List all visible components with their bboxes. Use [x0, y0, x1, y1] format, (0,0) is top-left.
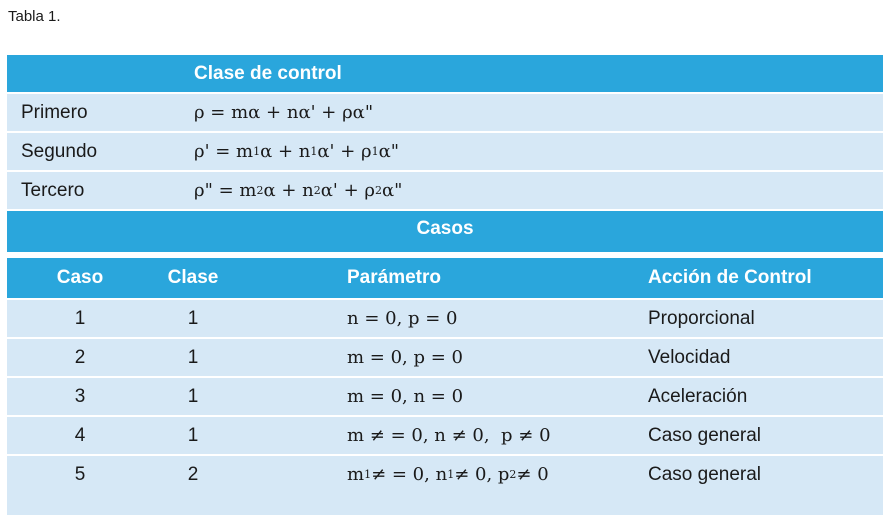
control-name: Segundo: [21, 140, 98, 162]
header-accion: Acción de Control: [648, 267, 812, 288]
table-row: [7, 378, 883, 415]
table-row: [7, 339, 883, 376]
control-row-primero: [7, 94, 883, 131]
case-class: 1: [187, 307, 199, 329]
case-parameter: m 1 ≠ = 0, n 1 ≠ 0, p 2 ≠ 0: [347, 464, 549, 485]
table-row: [7, 456, 883, 515]
case-action: Proporcional: [648, 307, 755, 329]
case-number: 2: [74, 346, 86, 368]
control-formula: ρ' = m 1 α + n 1 α' + ρ 1 α": [194, 141, 400, 162]
case-number: 5: [74, 463, 86, 485]
case-class: 1: [187, 424, 199, 446]
control-header-row: [7, 55, 883, 92]
case-parameter: m ≠ = 0, n ≠ 0, p ≠ 0: [347, 425, 551, 446]
control-formula: ρ" = m 2 α + n 2 α' + ρ 2 α": [194, 180, 403, 201]
case-class: 1: [187, 346, 199, 368]
control-row-tercero: [7, 172, 883, 209]
cases-title: Casos: [416, 217, 474, 239]
case-action: Aceleración: [648, 385, 748, 407]
cases-title-row: [7, 211, 883, 252]
cases-header-row: [7, 258, 883, 298]
case-parameter: m = 0, p = 0: [347, 347, 463, 368]
case-number: 4: [74, 424, 86, 446]
case-class: 1: [187, 385, 199, 407]
control-row-segundo: [7, 133, 883, 170]
header-caso: Caso: [56, 267, 104, 288]
case-number: 3: [74, 385, 86, 407]
control-formula: ρ = mα + nα' + ρα": [194, 102, 374, 123]
header-parametro: Parámetro: [347, 267, 441, 288]
table-row: [7, 300, 883, 337]
control-name: Tercero: [21, 179, 85, 201]
case-class: 2: [187, 463, 199, 485]
table-caption: Tabla 1.: [8, 8, 61, 25]
case-number: 1: [74, 307, 86, 329]
header-clase: Clase: [167, 267, 219, 288]
case-parameter: n = 0, p = 0: [347, 308, 458, 329]
case-action: Caso general: [648, 424, 762, 446]
case-parameter: m = 0, n = 0: [347, 386, 464, 407]
case-action: Caso general: [648, 463, 762, 485]
table-row: [7, 417, 883, 454]
case-action: Velocidad: [648, 346, 731, 368]
control-header: Clase de control: [194, 62, 342, 84]
control-name: Primero: [21, 101, 88, 123]
